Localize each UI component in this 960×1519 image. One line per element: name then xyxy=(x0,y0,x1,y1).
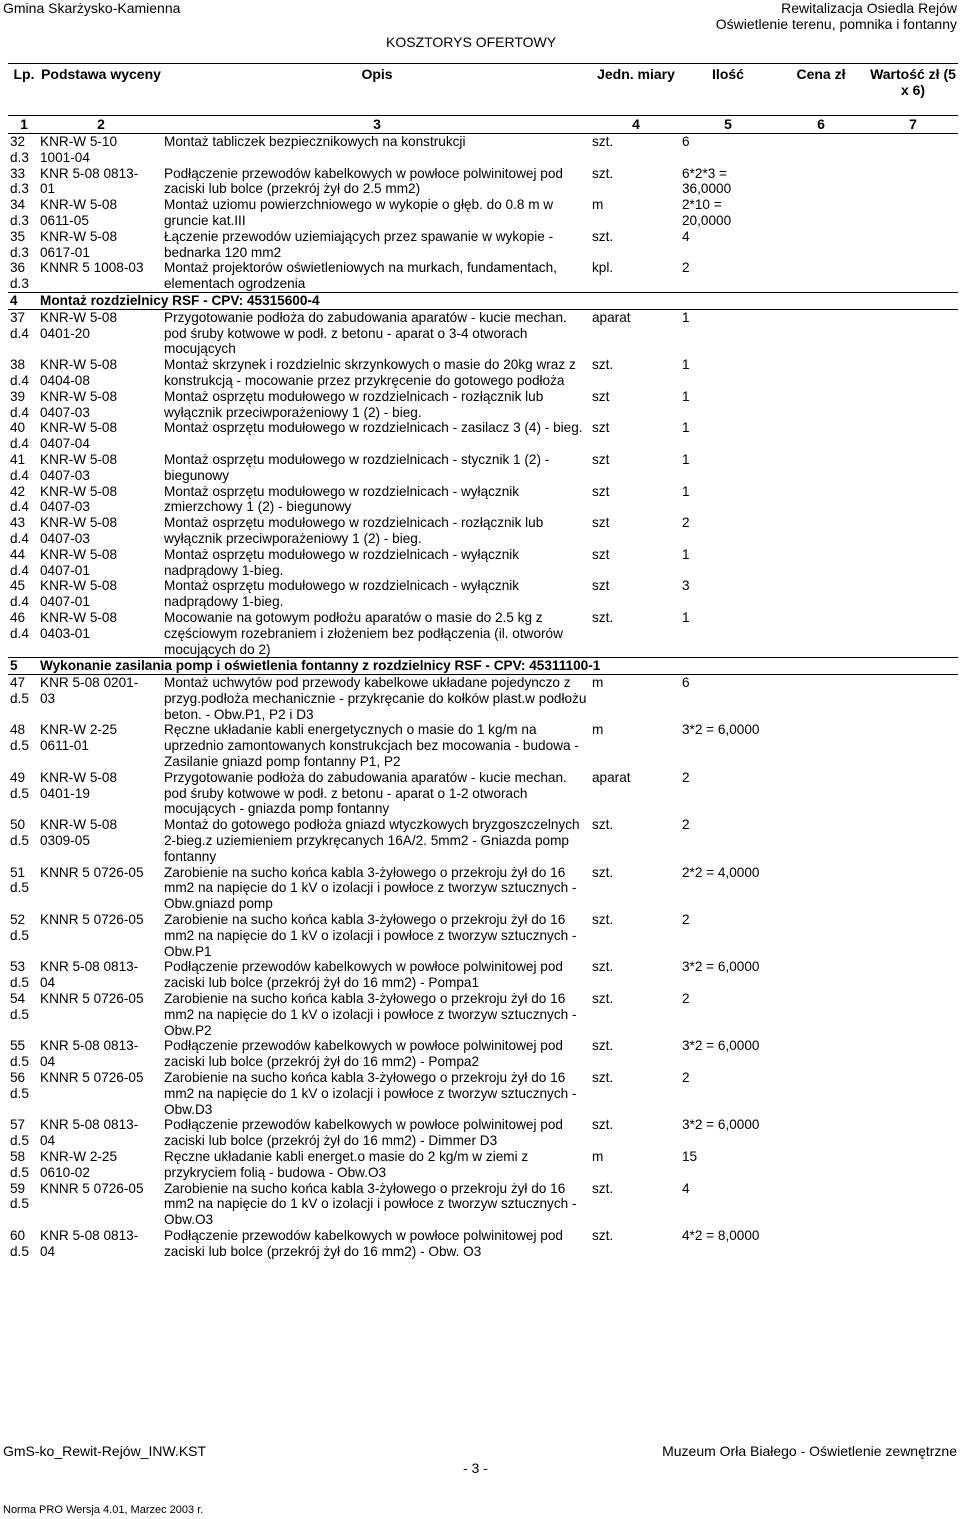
item-unit: szt. xyxy=(592,864,614,880)
item-number: 47 d.5 xyxy=(10,675,29,706)
item-unit: m xyxy=(592,1149,604,1164)
item-value xyxy=(866,389,958,421)
item-value xyxy=(866,675,958,723)
item-price xyxy=(774,770,866,817)
table-row xyxy=(8,484,958,516)
item-quantity: 2 xyxy=(682,260,690,276)
item-unit: kpl. xyxy=(592,260,614,276)
table-row xyxy=(8,912,958,959)
item-description: Montaż uziomu powierzchniowego w wykopie o głęb. do 0.8 m w gruncie kat.III xyxy=(164,197,554,228)
item-number: 60 d.5 xyxy=(10,1227,29,1259)
item-description: Przygotowanie podłoża do zabudowania aparatów - kucie mechan. pod śruby kotwowe w podł. z betonu - aparat o 1-2 otworach mocujących - gniazda pomp fontanny xyxy=(164,769,567,817)
footer-object: Muzeum Orła Białego - Oświetlenie zewnętrzne xyxy=(662,1443,957,1459)
item-description: Zarobienie na sucho końca kabla 3-żyłowego o przekroju żył do 16 mm2 na napięcie do 1 kV o izolacji i powłoce z tworzyw sztucznych - Obw.O3 xyxy=(164,1180,577,1228)
col-num-3: 3 xyxy=(162,116,590,134)
item-quantity: 15 xyxy=(682,1149,698,1164)
item-price xyxy=(774,578,866,610)
item-unit: szt xyxy=(592,451,610,467)
item-unit: m xyxy=(592,675,604,691)
item-basis: KNR 5-08 0813- 04 xyxy=(40,959,139,991)
table-row xyxy=(8,420,958,452)
item-quantity: 1 xyxy=(682,609,690,625)
table-row xyxy=(8,134,958,166)
table-row xyxy=(8,865,958,912)
item-basis: KNNR 5 0726-05 xyxy=(40,1180,144,1196)
page-number: - 3 - xyxy=(463,1460,488,1476)
item-basis: KNR-W 5-08 0407-03 xyxy=(40,388,118,420)
item-value xyxy=(866,1070,958,1117)
item-number: 32 d.3 xyxy=(10,134,29,165)
item-value xyxy=(866,309,958,357)
item-basis: KNNR 5 0726-05 xyxy=(40,864,144,880)
header-right-1: Rewitalizacja Osiedla Rejów xyxy=(781,0,957,16)
item-price xyxy=(774,134,866,166)
col-value: Wartość zł (5 x 6) xyxy=(866,64,958,116)
item-basis: KNR-W 5-08 0403-01 xyxy=(40,609,118,641)
item-number: 57 d.5 xyxy=(10,1117,29,1149)
item-number: 40 d.4 xyxy=(10,420,29,452)
item-price xyxy=(774,1070,866,1117)
item-number: 42 d.4 xyxy=(10,483,29,515)
table-row xyxy=(8,1149,958,1181)
item-value xyxy=(866,1181,958,1228)
table-row xyxy=(8,770,958,817)
col-num-2: 2 xyxy=(38,116,162,134)
section-row xyxy=(8,292,958,309)
item-quantity: 1 xyxy=(682,546,690,562)
item-number: 53 d.5 xyxy=(10,959,29,991)
item-value xyxy=(866,991,958,1038)
item-basis: KNR 5-08 0201- 03 xyxy=(40,675,139,706)
item-number: 37 d.4 xyxy=(10,309,29,341)
item-basis: KNR 5-08 0813- 01 xyxy=(40,165,139,197)
item-price xyxy=(774,675,866,723)
footer-file: GmS-ko_Rewit-Rejów_INW.KST xyxy=(3,1443,207,1459)
item-description: Łączenie przewodów uziemiających przez spawanie w wykopie - bednarka 120 mm2 xyxy=(164,228,554,260)
item-description: Zarobienie na sucho końca kabla 3-żyłowego o przekroju żył do 16 mm2 na napięcie do 1 kV o izolacji i powłoce z tworzyw sztucznych - Obw.P2 xyxy=(164,991,577,1038)
item-number: 59 d.5 xyxy=(10,1180,29,1212)
item-description: Montaż skrzynek i rozdzielnic skrzynkowych o masie do 20kg wraz z konstrukcją - mocowanie przez przykręcenie do gotowego podłoża xyxy=(164,357,576,388)
item-description: Zarobienie na sucho końca kabla 3-żyłowego o przekroju żył do 16 mm2 na napięcie do 1 kV o izolacji i powłoce z tworzyw sztucznych - Obw.P1 xyxy=(164,912,577,959)
item-description: Montaż osprzętu modułowego w rozdzielnicach - zasilacz 3 (4) - bieg. xyxy=(164,420,583,436)
item-number: 38 d.4 xyxy=(10,357,29,388)
item-description: Podłączenie przewodów kabelkowych w powłoce polwinitowej pod zaciski lub bolce (przekrój żył do 16 mm2) - Pompa1 xyxy=(164,959,563,991)
item-quantity: 4 xyxy=(682,1180,690,1196)
item-unit: szt. xyxy=(592,165,614,181)
cost-table xyxy=(8,63,958,1260)
table-row xyxy=(8,357,958,389)
table-row xyxy=(8,1038,958,1070)
item-number: 39 d.4 xyxy=(10,388,29,420)
item-unit: szt. xyxy=(592,228,614,244)
item-basis: KNR-W 5-08 0407-03 xyxy=(40,483,118,515)
table-row xyxy=(8,1228,958,1260)
item-unit: szt xyxy=(592,420,610,436)
col-num-7: 7 xyxy=(866,116,958,134)
item-price xyxy=(774,357,866,389)
item-quantity: 2 xyxy=(682,817,690,833)
item-unit: szt. xyxy=(592,1038,614,1054)
item-quantity: 2 xyxy=(682,769,690,785)
item-basis: KNR-W 5-08 0309-05 xyxy=(40,817,118,849)
item-quantity: 1 xyxy=(682,309,690,325)
table-row xyxy=(8,675,958,723)
item-basis: KNR-W 5-08 0407-03 xyxy=(40,515,118,546)
item-description: Montaż tabliczek bezpiecznikowych na konstrukcji xyxy=(164,134,466,149)
item-price xyxy=(774,1228,866,1260)
item-unit: aparat xyxy=(592,769,631,785)
item-quantity: 3*2 = 6,0000 xyxy=(682,722,760,738)
item-description: Montaż osprzętu modułowego w rozdzielnicach - rozłącznik lub wyłącznik przeciwporażeniowy 1 (2) - bieg. xyxy=(164,515,544,546)
software-version: Norma PRO Wersja 4.01, Marzec 2003 r. xyxy=(3,1504,204,1516)
item-price xyxy=(774,484,866,516)
table-row xyxy=(8,578,958,610)
item-number: 49 d.5 xyxy=(10,769,29,801)
table-body xyxy=(8,134,958,1260)
col-num-6: 6 xyxy=(774,116,866,134)
item-value xyxy=(866,260,958,292)
item-price xyxy=(774,1181,866,1228)
item-basis: KNR-W 5-10 1001-04 xyxy=(40,134,118,165)
item-number: 58 d.5 xyxy=(10,1149,29,1180)
table-row xyxy=(8,452,958,484)
item-basis: KNR-W 5-08 0401-20 xyxy=(40,309,118,341)
item-unit: szt. xyxy=(592,1180,614,1196)
item-basis: KNR-W 5-08 0404-08 xyxy=(40,357,118,388)
item-quantity: 1 xyxy=(682,483,690,499)
item-quantity: 6*2*3 = 36,0000 xyxy=(682,165,732,197)
column-number-row xyxy=(8,116,958,134)
item-quantity: 6 xyxy=(682,675,690,691)
item-basis: KNR 5-08 0813- 04 xyxy=(40,1117,139,1149)
item-number: 46 d.4 xyxy=(10,609,29,641)
item-basis: KNR-W 5-08 0407-01 xyxy=(40,578,118,610)
item-quantity: 2 xyxy=(682,991,690,1007)
item-number: 34 d.3 xyxy=(10,197,29,228)
item-number: 55 d.5 xyxy=(10,1038,29,1070)
item-quantity: 2*2 = 4,0000 xyxy=(682,864,760,880)
item-value xyxy=(866,817,958,864)
section-number: 4 xyxy=(8,292,38,309)
item-value xyxy=(866,357,958,389)
item-basis: KNNR 5 0726-05 xyxy=(40,1070,144,1086)
item-value xyxy=(866,484,958,516)
col-qty: Ilość xyxy=(680,64,774,116)
item-unit: szt. xyxy=(592,1227,614,1243)
item-description: Montaż uchwytów pod przewody kabelkowe układane pojedynczo z przyg.podłoża mechanicznie - przykręcanie do kołków plast.w podłożu beton. - Obw.P1, P2 i D3 xyxy=(164,675,587,722)
item-number: 48 d.5 xyxy=(10,722,29,754)
item-unit: szt xyxy=(592,388,610,404)
item-unit: szt. xyxy=(592,959,614,975)
table-row xyxy=(8,991,958,1038)
item-value xyxy=(866,1117,958,1149)
item-quantity: 3*2 = 6,0000 xyxy=(682,959,760,975)
item-price xyxy=(774,166,866,198)
item-number: 41 d.4 xyxy=(10,451,29,483)
item-basis: KNNR 5 0726-05 xyxy=(40,991,144,1007)
item-unit: szt xyxy=(592,515,610,531)
table-row xyxy=(8,260,958,292)
item-quantity: 6 xyxy=(682,134,690,149)
item-price xyxy=(774,1117,866,1149)
item-price xyxy=(774,991,866,1038)
item-quantity: 2 xyxy=(682,1070,690,1086)
item-value xyxy=(866,547,958,579)
item-value xyxy=(866,722,958,769)
item-unit: szt. xyxy=(592,357,614,373)
item-number: 45 d.4 xyxy=(10,578,29,610)
item-description: Podłączenie przewodów kabelkowych w powłoce polwinitowej pod zaciski lub bolce (przekrój żył do 16 mm2) - Dimmer D3 xyxy=(164,1117,563,1149)
col-num-5: 5 xyxy=(680,116,774,134)
item-number: 35 d.3 xyxy=(10,228,29,260)
item-price xyxy=(774,260,866,292)
item-quantity: 1 xyxy=(682,420,690,436)
item-description: Podłączenie przewodów kabelkowych w powłoce polwinitowej pod zaciski lub bolce (przekrój żył do 16 mm2) - Pompa2 xyxy=(164,1038,563,1070)
item-price xyxy=(774,452,866,484)
item-number: 56 d.5 xyxy=(10,1070,29,1101)
item-unit: szt xyxy=(592,546,610,562)
table-row xyxy=(8,389,958,421)
item-quantity: 3*2 = 6,0000 xyxy=(682,1038,760,1054)
item-description: Montaż do gotowego podłoża gniazd wtyczkowych bryzgoszczelnych 2-bieg.z uziemieniem przykręcanych 16A/2. 5mm2 - Gniazda pomp fontanny xyxy=(164,817,580,864)
item-description: Ręczne układanie kabli energet.o masie do 2 kg/m w ziemi z przykryciem folią - budowa - Obw.O3 xyxy=(164,1149,529,1180)
item-number: 44 d.4 xyxy=(10,546,29,578)
item-basis: KNNR 5 1008-03 xyxy=(40,260,144,276)
item-quantity: 2 xyxy=(682,912,690,928)
item-unit: aparat xyxy=(592,309,631,325)
table-row xyxy=(8,309,958,357)
section-row xyxy=(8,658,958,675)
item-price xyxy=(774,865,866,912)
header-left: Gmina Skarżysko-Kamienna xyxy=(3,0,181,16)
table-row xyxy=(8,1117,958,1149)
col-base: Podstawa wyceny xyxy=(38,64,162,116)
item-basis: KNR-W 5-08 0401-19 xyxy=(40,769,118,801)
table-row xyxy=(8,197,958,229)
item-quantity: 1 xyxy=(682,388,690,404)
item-value xyxy=(866,1149,958,1181)
item-unit: szt. xyxy=(592,1070,614,1086)
item-description: Montaż osprzętu modułowego w rozdzielnicach - wyłącznik nadprądowy 1-bieg. xyxy=(164,546,520,578)
table-row xyxy=(8,547,958,579)
item-description: Zarobienie na sucho końca kabla 3-żyłowego o przekroju żył do 16 mm2 na napięcie do 1 kV o izolacji i powłoce z tworzyw sztucznych - Obw.D3 xyxy=(164,1070,577,1117)
item-quantity: 3*2 = 6,0000 xyxy=(682,1117,760,1133)
item-value xyxy=(866,229,958,261)
item-value xyxy=(866,515,958,547)
item-basis: KNR 5-08 0813- 04 xyxy=(40,1038,139,1070)
item-basis: KNR-W 5-08 0407-01 xyxy=(40,546,118,578)
item-price xyxy=(774,912,866,959)
table-row xyxy=(8,166,958,198)
item-description: Mocowanie na gotowym podłożu aparatów o masie do 2.5 kg z częściowym rozebraniem i złożeniem bez podłączenia (il. otworów mocujących do 2) xyxy=(164,609,563,657)
item-unit: m xyxy=(592,722,604,738)
table-row xyxy=(8,1070,958,1117)
item-value xyxy=(866,1038,958,1070)
item-description: Podłączenie przewodów kabelkowych w powłoce polwinitowej pod zaciski lub bolce (przekrój żył do 16 mm2) - Obw. O3 xyxy=(164,1227,563,1259)
item-quantity: 2 xyxy=(682,515,690,531)
col-desc: Opis xyxy=(162,64,590,116)
item-unit: szt. xyxy=(592,817,614,833)
item-unit: szt. xyxy=(592,609,614,625)
item-price xyxy=(774,389,866,421)
item-price xyxy=(774,959,866,991)
section-title: Montaż rozdzielnicy RSF - CPV: 45315600-4 xyxy=(38,292,958,309)
table-row xyxy=(8,1181,958,1228)
item-price xyxy=(774,1038,866,1070)
item-number: 54 d.5 xyxy=(10,991,29,1022)
section-title: Wykonanie zasilania pomp i oświetlenia fontanny z rozdzielnicy RSF - CPV: 45311100-1 xyxy=(38,658,958,675)
item-quantity: 4 xyxy=(682,228,690,244)
item-unit: szt xyxy=(592,578,610,594)
item-value xyxy=(866,865,958,912)
table-row xyxy=(8,817,958,864)
col-num-1: 1 xyxy=(8,116,38,134)
item-number: 51 d.5 xyxy=(10,864,29,896)
item-description: Ręczne układanie kabli energetycznych o masie do 1 kg/m na uprzednio zamontowanych konstrukcjach bez mocowania - budowa - Zasilanie gniazd pomp fontanny P1, P2 xyxy=(164,722,579,770)
item-value xyxy=(866,959,958,991)
item-value xyxy=(866,197,958,229)
item-price xyxy=(774,1149,866,1181)
item-description: Zarobienie na sucho końca kabla 3-żyłowego o przekroju żył do 16 mm2 na napięcie do 1 kV o izolacji i powłoce z tworzyw sztucznych - Obw.gniazd pomp xyxy=(164,864,577,912)
document-title: KOSZTORYS OFERTOWY xyxy=(386,34,557,50)
item-value xyxy=(866,1228,958,1260)
item-price xyxy=(774,420,866,452)
item-value xyxy=(866,452,958,484)
item-price xyxy=(774,515,866,547)
item-price xyxy=(774,547,866,579)
item-value xyxy=(866,610,958,658)
item-description: Przygotowanie podłoża do zabudowania aparatów - kucie mechan. pod śruby kotwowe w podł. z betonu - aparat o 3-4 otworach mocujących xyxy=(164,309,567,357)
item-number: 33 d.3 xyxy=(10,165,29,197)
col-num-4: 4 xyxy=(590,116,680,134)
item-quantity: 3 xyxy=(682,578,690,594)
item-basis: KNR 5-08 0813- 04 xyxy=(40,1227,139,1259)
item-unit: szt. xyxy=(592,991,614,1007)
item-quantity: 4*2 = 8,0000 xyxy=(682,1227,760,1243)
table-row xyxy=(8,229,958,261)
item-description: Montaż osprzętu modułowego w rozdzielnicach - wyłącznik zmierzchowy 1 (2) - biegunowy xyxy=(164,483,520,515)
item-number: 52 d.5 xyxy=(10,912,29,943)
item-quantity: 1 xyxy=(682,357,690,373)
item-value xyxy=(866,420,958,452)
col-price: Cena zł xyxy=(774,64,866,116)
item-basis: KNNR 5 0726-05 xyxy=(40,912,144,928)
item-basis: KNR-W 2-25 0610-02 xyxy=(40,1149,118,1180)
item-number: 43 d.4 xyxy=(10,515,29,546)
item-value xyxy=(866,912,958,959)
item-number: 50 d.5 xyxy=(10,817,29,849)
item-value xyxy=(866,578,958,610)
item-price xyxy=(774,817,866,864)
item-unit: szt. xyxy=(592,1117,614,1133)
col-unit: Jedn. miary xyxy=(590,64,680,116)
item-price xyxy=(774,610,866,658)
item-number: 36 d.3 xyxy=(10,260,29,292)
header-right-2: Oświetlenie terenu, pomnika i fontanny xyxy=(715,16,957,32)
item-value xyxy=(866,770,958,817)
table-row xyxy=(8,722,958,769)
item-description: Montaż osprzętu modułowego w rozdzielnicach - wyłącznik nadprądowy 1-bieg. xyxy=(164,578,520,610)
item-quantity: 2*10 = 20,0000 xyxy=(682,197,732,228)
item-unit: m xyxy=(592,197,604,213)
column-header-row xyxy=(8,64,958,116)
item-price xyxy=(774,309,866,357)
item-quantity: 1 xyxy=(682,451,690,467)
section-number: 5 xyxy=(8,658,38,675)
item-basis: KNR-W 5-08 0611-05 xyxy=(40,197,118,228)
item-description: Montaż projektorów oświetleniowych na murkach, fundamentach, elementach ogrodzenia xyxy=(164,260,557,292)
item-price xyxy=(774,229,866,261)
item-unit: szt. xyxy=(592,912,614,928)
item-description: Podłączenie przewodów kabelkowych w powłoce polwinitowej pod zaciski lub bolce (przekrój żył do 2.5 mm2) xyxy=(164,165,563,197)
item-description: Montaż osprzętu modułowego w rozdzielnicach - rozłącznik lub wyłącznik przeciwporażeniowy 1 (2) - bieg. xyxy=(164,388,544,420)
item-basis: KNR-W 5-08 0407-04 xyxy=(40,420,118,452)
table-row xyxy=(8,959,958,991)
table-row xyxy=(8,515,958,547)
item-basis: KNR-W 5-08 0617-01 xyxy=(40,228,118,260)
item-price xyxy=(774,197,866,229)
item-price xyxy=(774,722,866,769)
item-basis: KNR-W 5-08 0407-03 xyxy=(40,451,118,483)
item-description: Montaż osprzętu modułowego w rozdzielnicach - stycznik 1 (2) - biegunowy xyxy=(164,451,550,483)
table-row xyxy=(8,610,958,658)
item-basis: KNR-W 2-25 0611-01 xyxy=(40,722,118,754)
item-unit: szt. xyxy=(592,134,614,149)
item-value xyxy=(866,134,958,166)
item-unit: szt xyxy=(592,483,610,499)
item-value xyxy=(866,166,958,198)
col-lp: Lp. xyxy=(8,64,38,116)
